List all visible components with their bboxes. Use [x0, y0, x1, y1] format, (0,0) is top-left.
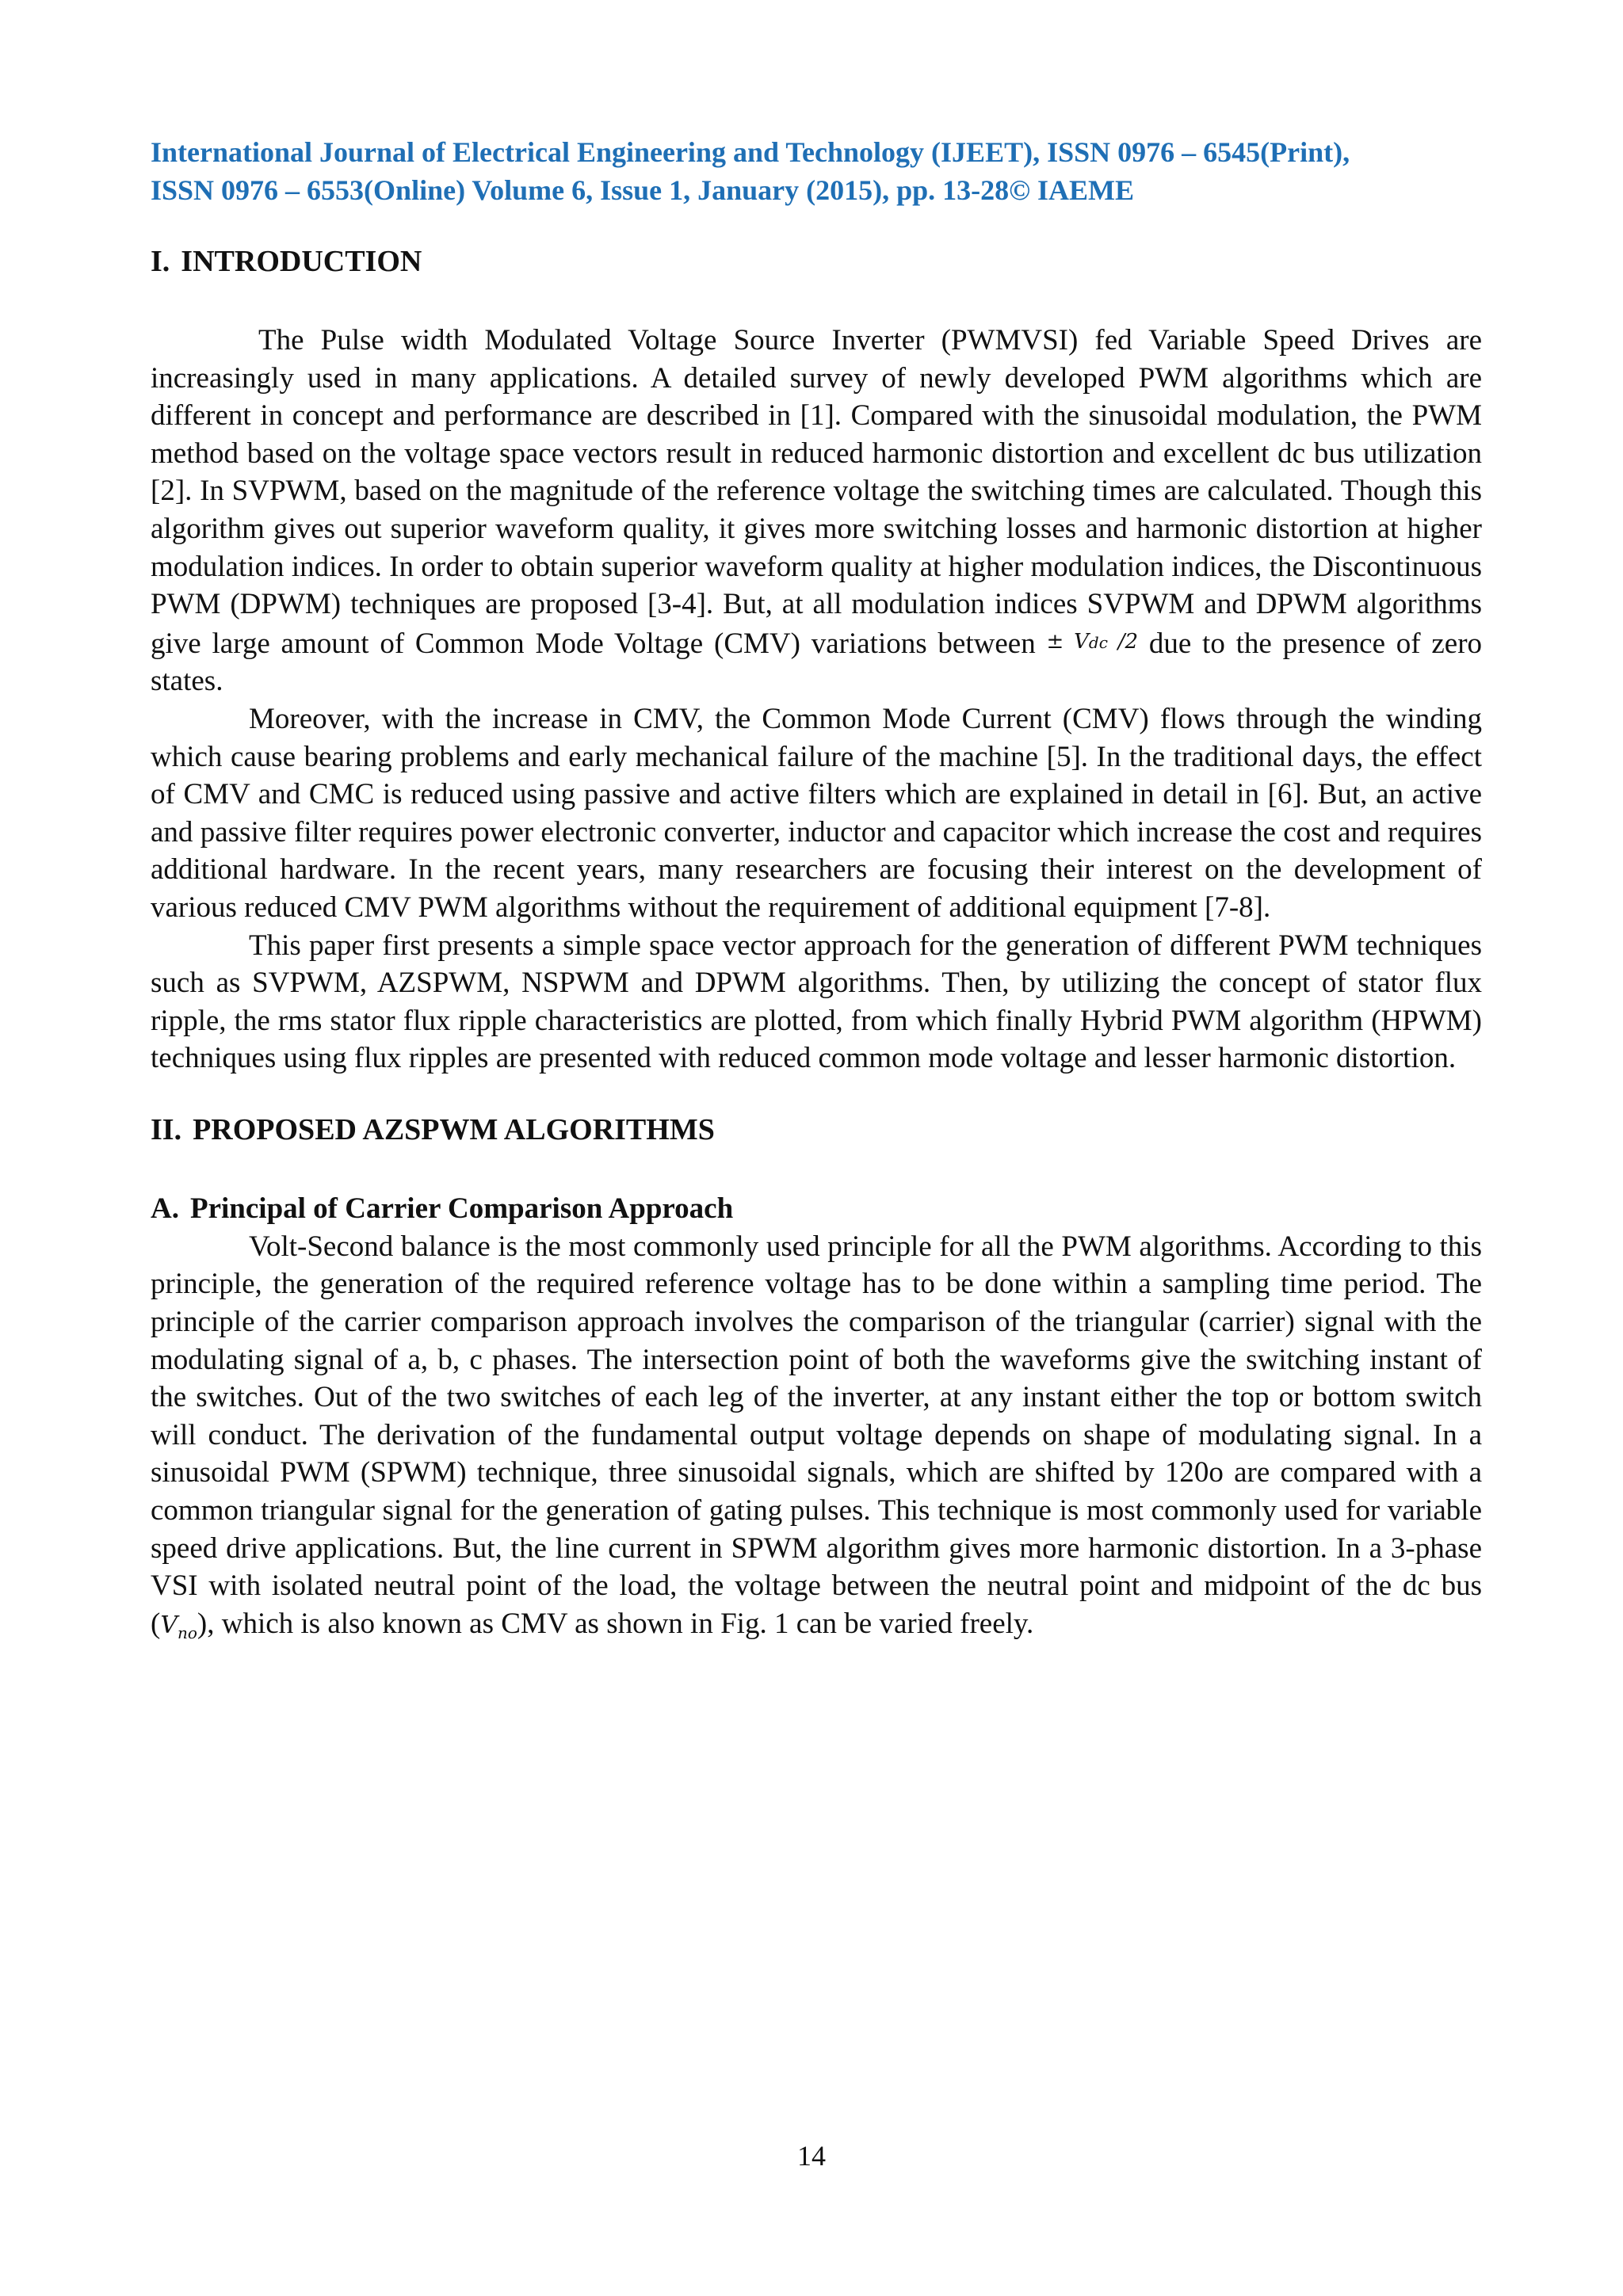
subsection-number: A. [151, 1192, 179, 1225]
carrier-paragraph-1-text: Volt-Second balance is the most commonly used principle for all the PWM algorithms. According to this principle, the generation of the required reference voltage has to be done within a sampling time period. The principle of the carrier comparison approach involves the comparison of the triangular (carrier) signal with the modulating signal of a, b, c phases. The intersection point of both the waveforms give the switching instant of the switches. Out of the two switches of each leg of the inverter, at any instant either the top or bottom switch will conduct. The derivation of the fundamental output voltage depends on shape of modulating signal. In a sinusoidal PWM (SPWM) technique, three sinusoidal signals, which are shifted by 120o are compared with a common triangular signal for the generation of gating pulses. This technique is most commonly used for variable speed drive applications. But, the line current in SPWM algorithm gives more harmonic distortion. In a 3-phase VSI with isolated neutral point of the load, the voltage between the neutral point and midpoint of the dc bus ( [151, 1230, 1482, 1640]
cmv-range-equation [1047, 630, 1139, 654]
intro-paragraph-3: This paper first presents a simple space vector approach for the generation of different PWM techniques such as SVPWM, AZSPWM, NSPWM and DPWM algorithms. Then, by utilizing the concept of stator flux ripple, the rms stator flux ripple characteristics are plotted, from which finally Hybrid PWM algorithm (HPWM) techniques using flux ripples are presented with reduced common mode voltage and lesser harmonic distortion. [151, 929, 1482, 1075]
section-title: PROPOSED AZSPWM ALGORITHMS [193, 1112, 715, 1146]
carrier-paragraph-1 [151, 1228, 1482, 1653]
voltage-subscript: no [178, 1623, 197, 1642]
section-heading-introduction [151, 242, 1482, 280]
plus-minus-symbol: ± [1046, 629, 1064, 654]
vno-symbol [160, 1611, 197, 1642]
intro-paragraph-2: Moreover, with the increase in CMV, the Common Mode Current (CMV) flows through the winding which cause bearing problems and early mechanical failure of the machine [5]. In the traditional days, the effect of CMV and CMC is reduced using passive and active filters which are explained in detail in [6]. But, an active and passive filter requires power electronic converter, inductor and capacitor which increase the cost and requires additional hardware. In the recent years, many researchers are focusing their interest on the development of various reduced CMV PWM algorithms without the requirement of additional equipment [7-8]. [151, 702, 1482, 924]
subsection-title: Principal of Carrier Comparison Approach [189, 1192, 734, 1225]
voltage-symbol: V [1074, 629, 1089, 654]
section-number: I. [151, 245, 170, 278]
intro-paragraph-1 [151, 322, 1482, 700]
section-title: INTRODUCTION [181, 245, 422, 278]
intro-paragraph-1-tail: due to the presence of zero states. [151, 627, 1483, 698]
carrier-paragraph-1-tail: ), which is also known as CMV as shown in Fig. 1 can be varied freely. [197, 1607, 1034, 1640]
intro-paragraph-1-text: The Pulse width Modulated Voltage Source Inverter (PWMVSI) fed Variable Speed Drives are increasingly used in many applications. A detailed survey of newly developed PWM algorithms which are different in concept and performance are described in [1]. Compared with the sinusoidal modulation, the PWM method based on the voltage space vectors result in reduced harmonic distortion and excellent dc bus utilization [2]. In SVPWM, based on the magnitude of the reference voltage the switching times are calculated. Though this algorithm gives out superior waveform quality, it gives more switching losses and harmonic distortion at higher modulation indices. In order to obtain superior waveform quality at higher modulation indices, the Discontinuous PWM (DPWM) techniques are proposed [3-4]. But, at all modulation indices SVPWM and DPWM algorithms give large amount of Common Mode Voltage (CMV) variations between [151, 324, 1482, 660]
journal-header [151, 133, 1482, 209]
journal-header-line-1: International Journal of Electrical Engineering and Technology (IJEET), ISSN 0976 – 6545(Print), [151, 136, 1350, 168]
divide-by-two: /2 [1117, 629, 1139, 654]
journal-header-line-2: ISSN 0976 – 6553(Online) Volume 6, Issue 1, January (2015), pp. 13-28© IAEME [151, 174, 1135, 206]
voltage-symbol: V [160, 1611, 178, 1639]
subsection-heading-carrier [151, 1190, 1482, 1228]
section-heading-proposed [151, 1111, 1482, 1149]
page-number: 14 [797, 2140, 826, 2172]
section-number: II. [151, 1112, 182, 1146]
page-content [151, 133, 1482, 1652]
voltage-subscript: dc [1088, 632, 1108, 652]
